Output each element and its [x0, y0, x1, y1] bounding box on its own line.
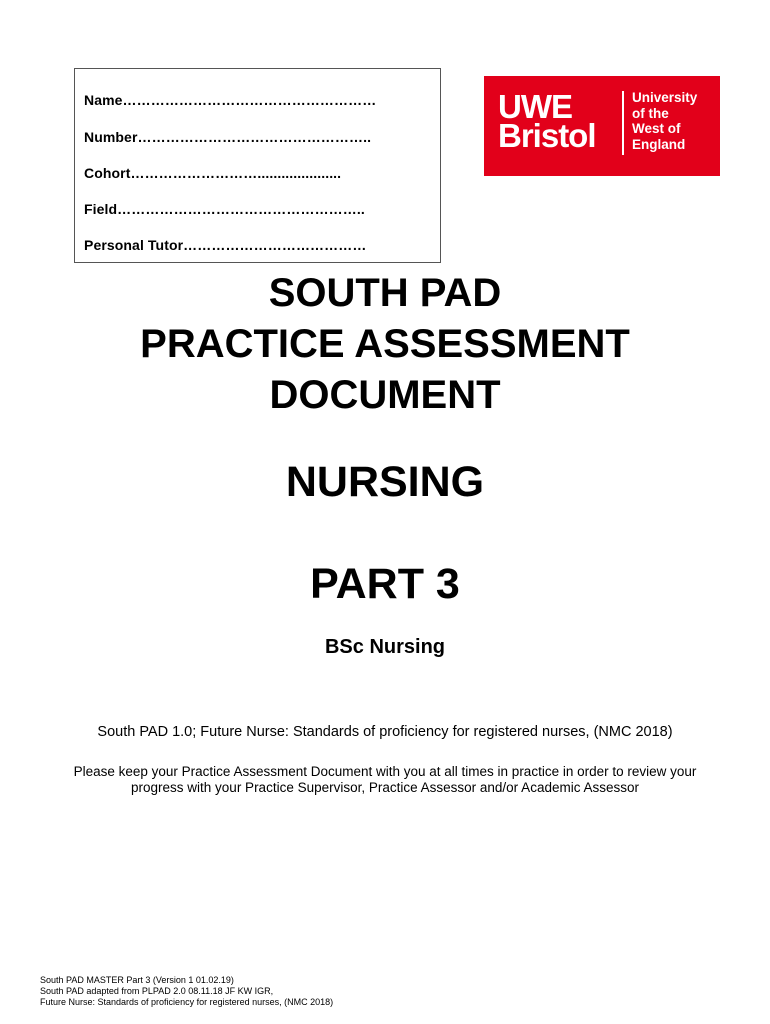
- standards-note: South PAD 1.0; Future Nurse: Standards of proficiency for registered nurses, (NMC 2018): [97, 724, 673, 740]
- logo-uni-line: England: [632, 136, 686, 152]
- logo-uni-line: West of: [632, 121, 681, 136]
- logo-brand-bristol: Bristol: [498, 117, 596, 154]
- cohort-field[interactable]: Cohort……………………….....................: [84, 165, 342, 181]
- title-line-3: DOCUMENT: [269, 373, 501, 417]
- instruction-line-1: Please keep your Practice Assessment Document with you at all times in practice in order to review your: [73, 764, 697, 779]
- part-heading: PART 3: [310, 560, 460, 608]
- logo-brand-uwe: UWE: [498, 88, 572, 125]
- footer-line: South PAD adapted from PLPAD 2.0 08.11.18 JF KW IGR,: [40, 986, 274, 996]
- student-details-box: [74, 68, 441, 263]
- footer-line: Future Nurse: Standards of proficiency for registered nurses, (NMC 2018): [40, 997, 334, 1007]
- title-line-1: SOUTH PAD: [268, 271, 502, 315]
- name-field[interactable]: Name………………………………………………: [84, 92, 377, 108]
- uwe-bristol-logo: [484, 76, 720, 176]
- logo-uni-line: of the: [632, 105, 669, 121]
- personal-tutor-field[interactable]: Personal Tutor…………………………………: [84, 237, 367, 253]
- logo-uni-line: University: [632, 90, 698, 105]
- title-line-2: PRACTICE ASSESSMENT: [140, 322, 630, 366]
- logo-divider: [622, 91, 624, 155]
- logo-university-name: [632, 90, 718, 152]
- discipline-heading: NURSING: [285, 458, 485, 506]
- document-title: [0, 268, 770, 421]
- field-field[interactable]: Field……………………………………………..: [84, 201, 365, 217]
- document-footer: [40, 975, 333, 1008]
- footer-line: South PAD MASTER Part 3 (Version 1 01.02.19): [40, 975, 234, 985]
- instruction-line-2: progress with your Practice Supervisor, Practice Assessor and/or Academic Assessor: [131, 780, 639, 795]
- programme-heading: BSc Nursing: [324, 636, 446, 658]
- number-field[interactable]: Number…………………………………………..: [84, 129, 372, 145]
